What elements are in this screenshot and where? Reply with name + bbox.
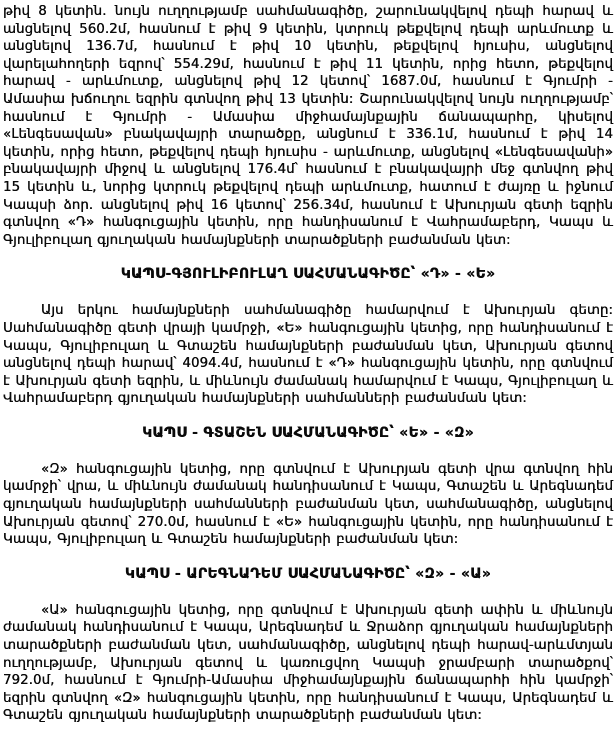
section-heading-kaps-gtashen: ԿԱՊՍ - ԳՏԱՇԵՆ ՍԱՀՄԱՆԱԳԻԾԸ՝ «Ե» - «Զ»	[142, 424, 474, 441]
section-heading-kaps-aregnadem: ԿԱՊՍ - ԱՐԵԳՆԱԴԵՄ ՍԱՀՄԱՆԱԳԻԾԸ՝ «Զ» - «Ա»	[124, 565, 492, 582]
section-body-kaps-gtashen: «Զ» հանգուցային կետից, որը գտնվում է Ախուրյան գետի վրա գտնվող հին կամրջի՝ վրա, և միևնույն ժամանակ հանդիսանում է Կապս, Գտաշեն և Արեգնադեմ գյուղական համայնքների սահմանների բաժանման կետ, սահմանագիծը, անցնելով Ախուրյան գետով՝ 270.0մ, հասնում է «Ե» հանգուցային կետին, որը հանդիսանում է Կապս, Գյուլիբուլաղ և Գտաշեն համայնքների բաժանման կետ:	[3, 461, 613, 548]
opening-paragraph: թիվ 8 կետին. նույն ուղղությամբ սահմանագիծը, շարունակվելով դեպի հարավ և անցնելով 560.2մ, հասնում է թիվ 9 կետին, կտրուկ թեքվելով դեպի արևմուտք և անցնելով 136.7մ, հասնում է թիվ 10 կետին, թեքվելով հյուսիս, անցնելով վարելահողերի եզրով՝ 554.29մ, հասնում է թիվ 11 կետին, որից հետո, թեքվելով հարավ - արևմուտք, անցնելով թիվ 12 կետով՝ 1687.0մ, հասնում է Գյումրի - Ամասիա խճուղու եզրին գտնվող թիվ 13 կետին: Շարունակվելով նույն ուղղությամբ՝ հասնում է Գյումրի - Ամասիա միջհամայնքային ճանապարհը, կիսելով «Լենգեսավան» բնակավայրի տարածքը, անցնում է 336.1մ, հասնում է թիվ 14 կետին, որից հետո, թեքվելով դեպի հյուսիս - արևմուտք, անցնելով «Լենգեսավանի» բնակավայրի միջով և անցնելով 176.4մ՝ հասնում է բնակավայրի մեջ գտնվող թիվ 15 կետին և, նորից կտրուկ թեքվելով դեպի արևմուտք, հատում է ժայռը և իջնում Կապսի ձոր. անցնելով թիվ 16 կետով՝ 256.34մ, հասնում է Ախուրյան գետի եզրին գտնվող «Դ» հանգուցային կետին, որը հանդիսանում է Վահրամաբերդ, Կապս և Գյուլիբուլաղ գյուղական համայնքների տարածքների բաժանման կետ:	[3, 4, 613, 248]
section-body-kaps-aregnadem: «Ա» հանգուցային կետից, որը գտնվում է Ախուրյան գետի ափին և միևնույն ժամանակ հանդիսանում է Կապս, Արեգնադեմ և Ջրաձոր գյուղական համայնքների տարածքների բաժանման կետ, սահմանագիծը, անցնելով դեպի հարավ-արևմտյան ուղղությամբ, Ախուրյան գետով և կառուցվող Կապսի ջրամբարի տարածքով՝ 792.0մ, հասնում է Գյումրի-Ամասիա միջհամայնքային ճանապարհի հին կամրջի՝ եզրին գտնվող «Զ» հանգուցային կետին, որը հանդիսանում է Կապս, Արեգնադեմ և Գտաշեն գյուղական համայնքների տարածքների բաժանման կետ:	[3, 602, 613, 724]
section-body-kaps-gyulibulagh: Այս երկու համայնքների սահմանագիծը համարվում է Ախուրյան գետը: Սահմանագիծը գետի վրայի կամրջի, «Ե» հանգուցային կետից, որը հանդիսանում է Կապս, Գյուլիբուլաղ և Գտաշեն համայնքների բաժանման կետ, Ախուրյան գետով անցնելով դեպի հարավ՝ 4094.4մ, հասնում է «Դ» հանգուցային կետին, որը գտնվում է Ախուրյան գետի եզրին, և միևնույն ժամանակ համարվում է Կապս, Գյուլիբուլաղ և Վահրամաբերդ գյուղական համայնքների սահմանների բաժանման կետ:	[3, 303, 613, 407]
section-heading-kaps-gyulibulagh: ԿԱՊՍ-ԳՅՈՒԼԻԲՈՒԼԱՂ ՍԱՀՄԱՆԱԳԻԾԸ՝ «Դ» - «Ե»	[120, 266, 496, 283]
